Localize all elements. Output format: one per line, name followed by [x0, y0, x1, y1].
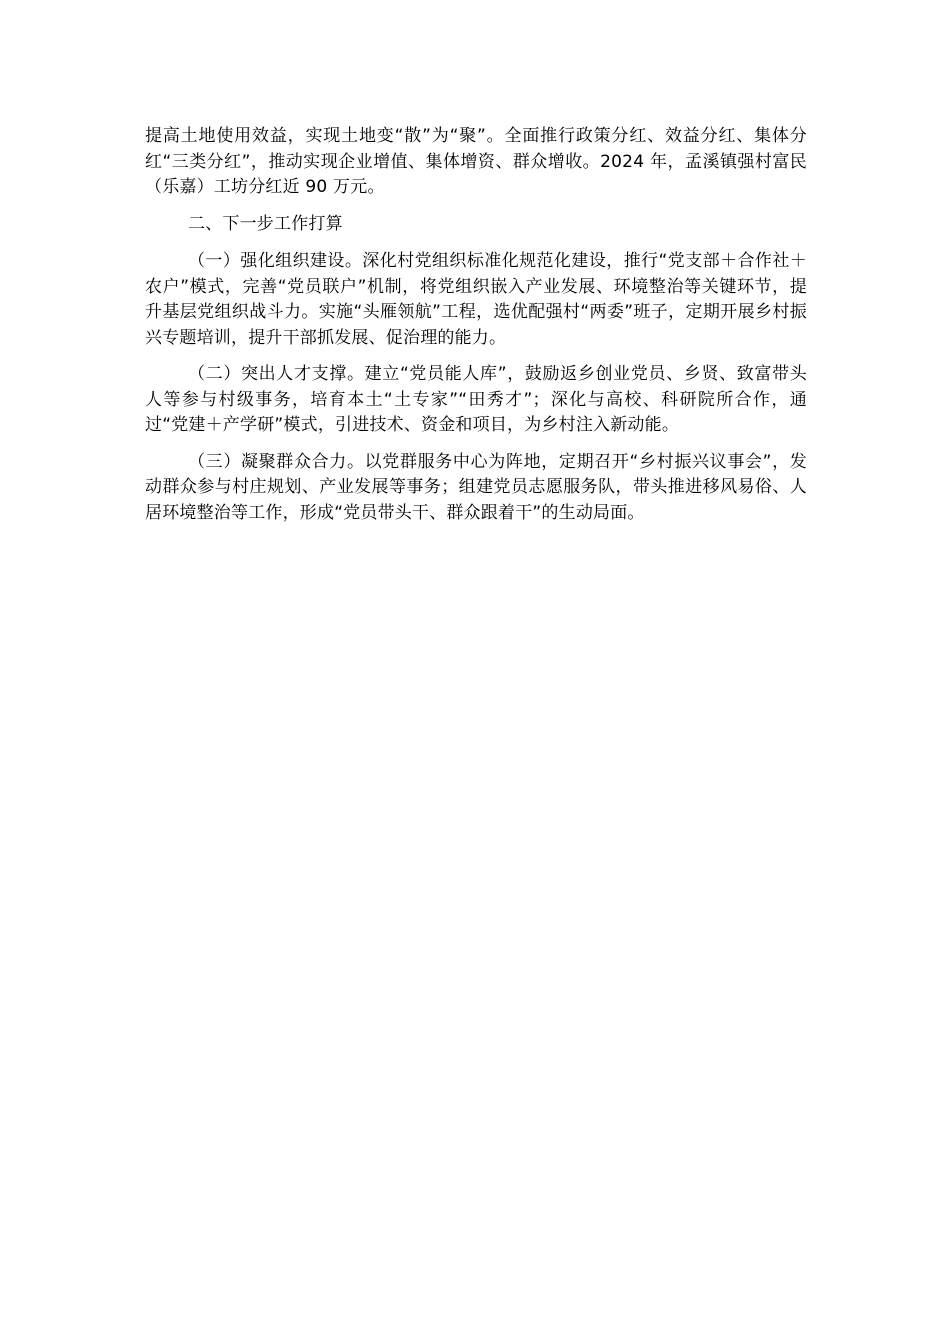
item-paragraph-1: （一）强化组织建设。深化村党组织标准化规范化建设，推行“党支部＋合作社＋农户”模式，完善“党员联户”机制，将党组织嵌入产业发展、环境整治等关键环节，提升基层党组织战斗力。实施“头雁领航”工程，选优配强村“两委”班子，定期开展乡村振兴专题培训，提升干部抓发展、促治理的能力。 [145, 251, 807, 348]
paragraph-continuation: 提高土地使用效益，实现土地变“散”为“聚”。全面推行政策分红、效益分红、集体分红“三类分红”，推动实现企业增值、集体增资、群众增收。2024 年，孟溪镇强村富民（乐嘉）工坊分红近 90 万元。 [145, 126, 807, 197]
item-paragraph-2: （二）突出人才支撑。建立“党员能人库”，鼓励返乡创业党员、乡贤、致富带头人等参与村级事务，培育本土“土专家”“田秀才”；深化与高校、科研院所合作，通过“党建＋产学研”模式，引进技术、资金和项目，为乡村注入新动能。 [145, 364, 807, 435]
item-paragraph-3: （三）凝聚群众合力。以党群服务中心为阵地，定期召开“乡村振兴议事会”，发动群众参与村庄规划、产业发展等事务；组建党员志愿服务队，带头推进移风易俗、人居环境整治等工作，形成“党员带头干、群众跟着干”的生动局面。 [145, 451, 807, 523]
document-body [145, 124, 807, 537]
section-heading: 二、下一步工作打算 [188, 213, 343, 234]
